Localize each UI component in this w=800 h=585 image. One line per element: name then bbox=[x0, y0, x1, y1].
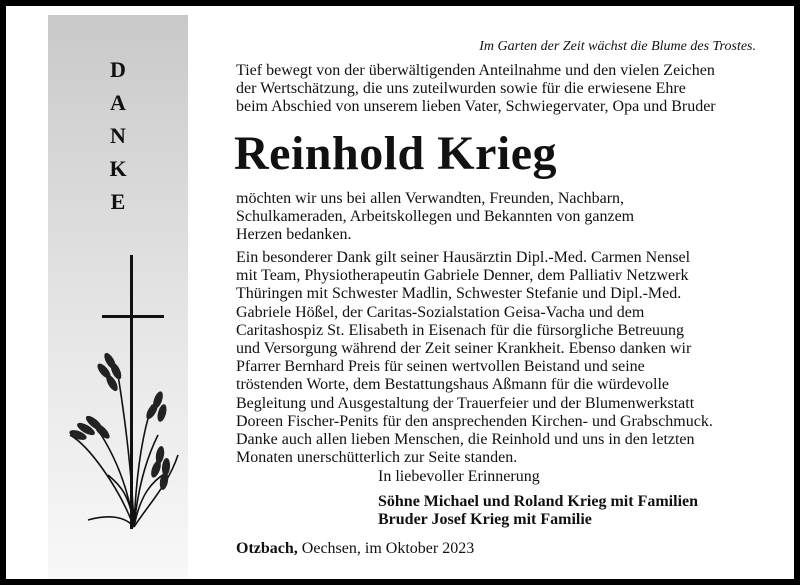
special-line: Pfarrer Bernhard Preis für seinen wertvollen Beistand und seine bbox=[236, 358, 645, 376]
cross-and-wheat-art bbox=[48, 15, 188, 579]
intro-line: beim Abschied von unserem lieben Vater, Schwiegervater, Opa und Bruder bbox=[236, 98, 716, 115]
thanks-line: Herzen bedanken. bbox=[236, 226, 352, 243]
place-and-date bbox=[236, 540, 474, 558]
intro-paragraph bbox=[236, 62, 776, 116]
special-line: Doreen Fischer-Penits für den ansprechenden Kirchen- und Grabschmuck. bbox=[236, 412, 713, 430]
danke-letter: E bbox=[110, 189, 126, 214]
special-line: Monaten unerschütterlich zur Seite standen. bbox=[236, 449, 518, 467]
special-line: und Versorgung während der Zeit seiner Krankheit. Ebenso danken wir bbox=[236, 340, 692, 358]
thanks-line: möchten wir uns bei allen Verwandten, Freunden, Nachbarn, bbox=[236, 190, 625, 207]
special-line: Ein besonderer Dank gilt seiner Hausärztin Dipl.-Med. Carmen Nensel bbox=[236, 249, 691, 266]
intro-line: Tief bewegt von der überwältigenden Anteilnahme und den vielen Zeichen bbox=[236, 62, 715, 79]
family-line: Söhne Michael und Roland Krieg mit Familien bbox=[378, 493, 699, 510]
deceased-name: Reinhold Krieg bbox=[234, 127, 558, 180]
special-thanks-paragraph bbox=[236, 249, 776, 467]
thanks-paragraph bbox=[236, 190, 776, 244]
sidebar-panel bbox=[48, 15, 188, 579]
special-line: mit Team, Physiotherapeutin Gabriele Denner, dem Palliativ Netzwerk bbox=[236, 267, 689, 285]
danke-letter: N bbox=[110, 123, 126, 148]
danke-letter: D bbox=[110, 57, 126, 82]
memory-line: In liebevoller Erinnerung bbox=[378, 468, 540, 485]
intro-line: der Wertschätzung, die uns zuteilwurden sowie für die erwiesene Ehre bbox=[236, 80, 686, 97]
family-line: Bruder Josef Krieg mit Familie bbox=[378, 511, 592, 528]
special-line: Caritashospiz St. Elisabeth in Eisenach für die fürsorgliche Betreuung bbox=[236, 321, 685, 339]
special-line: Thüringen mit Schwester Madlin, Schwester Stefanie und Dipl.-Med. bbox=[236, 285, 682, 303]
special-line: Danke auch allen lieben Menschen, die Reinhold und uns in den letzten bbox=[236, 431, 695, 449]
thanks-line: Schulkameraden, Arbeitskollegen und Bekannten von ganzem bbox=[236, 208, 635, 225]
place-town: Otzbach, bbox=[236, 540, 298, 557]
special-line: tröstenden Worte, dem Bestattungshaus Aßmann für die würdevolle bbox=[236, 376, 669, 394]
danke-letter: K bbox=[109, 156, 127, 181]
motto-quote: Im Garten der Zeit wächst die Blume des Trostes. bbox=[479, 39, 756, 54]
special-line: Begleitung und Ausgestaltung der Trauerfeier und der Blumenwerkstatt bbox=[236, 394, 695, 412]
special-line: Gabriele Hößel, der Caritas-Sozialstation Geisa-Vacha und dem bbox=[236, 303, 645, 321]
cross-icon bbox=[102, 255, 164, 529]
family-signatures bbox=[378, 493, 698, 529]
place-date: Oechsen, im Oktober 2023 bbox=[297, 540, 475, 557]
danke-letter: A bbox=[110, 90, 126, 115]
